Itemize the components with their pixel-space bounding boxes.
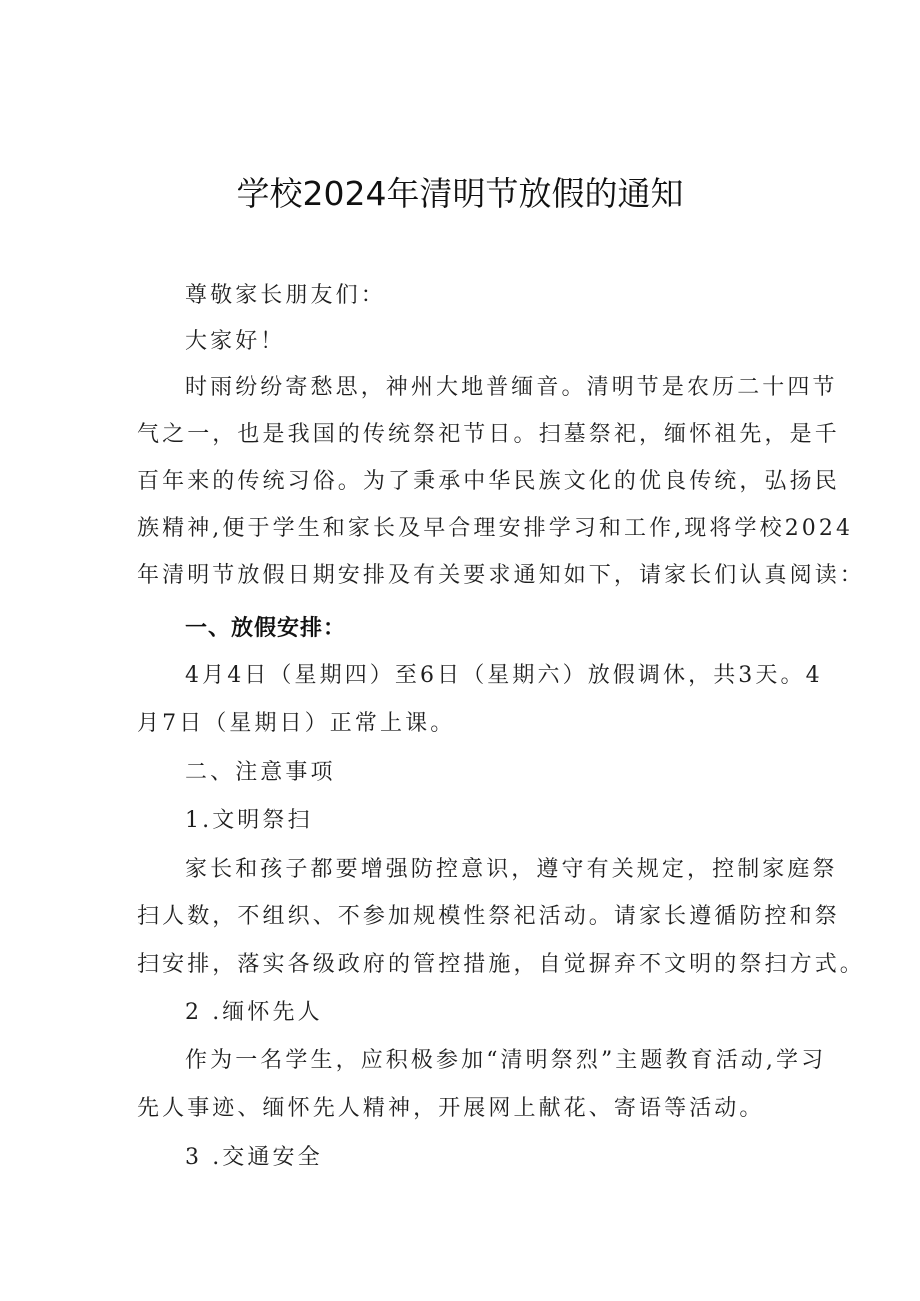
section-heading-holiday: 一、放假安排： (185, 616, 347, 641)
item-line: 作为一名学生，应积极参加“清明祭烈”主题教育活动,学习 (185, 1048, 827, 1073)
intro-line: 时雨纷纷寄愁思，神州大地普缅音。清明节是农历二十四节 (185, 375, 838, 400)
greeting: 大家好！ (185, 329, 286, 354)
item-line: 扫安排，落实各级政府的管控措施，自觉摒弃不文明的祭扫方式。 (137, 952, 865, 977)
item-line: 扫人数，不组织、不参加规模性祭祀活动。请家长遵循防控和祭 (137, 904, 840, 929)
intro-line: 族精神,便于学生和家长及早合理安排学习和工作,现将学校2024 (137, 516, 854, 541)
section-heading-notes: 二、注意事项 (185, 760, 336, 785)
item-line: 先人事迹、缅怀先人精神，开展网上献花、寄语等活动。 (137, 1096, 765, 1121)
holiday-line: 月7日（星期日）正常上课。 (137, 711, 456, 736)
salutation: 尊敬家长朋友们： (185, 283, 386, 308)
item-heading-remember-ancestors: 2 .缅怀先人 (185, 1000, 323, 1025)
holiday-line: 4月4日（星期四）至6日（星期六）放假调休，共3天。4 (185, 663, 823, 688)
document-title: 学校2024年清明节放假的通知 (236, 174, 684, 213)
item-heading-civilized-tomb-sweeping: 1.文明祭扫 (185, 808, 313, 833)
intro-line: 百年来的传统习俗。为了秉承中华民族文化的优良传统，弘扬民 (137, 469, 840, 494)
item-heading-traffic-safety: 3 .交通安全 (185, 1145, 323, 1170)
intro-line: 年清明节放假日期安排及有关要求通知如下，请家长们认真阅读： (137, 563, 865, 588)
item-line: 家长和孩子都要增强防控意识，遵守有关规定，控制家庭祭 (185, 857, 838, 882)
intro-line: 气之一，也是我国的传统祭祀节日。扫墓祭祀，缅怀祖先，是千 (137, 422, 840, 447)
